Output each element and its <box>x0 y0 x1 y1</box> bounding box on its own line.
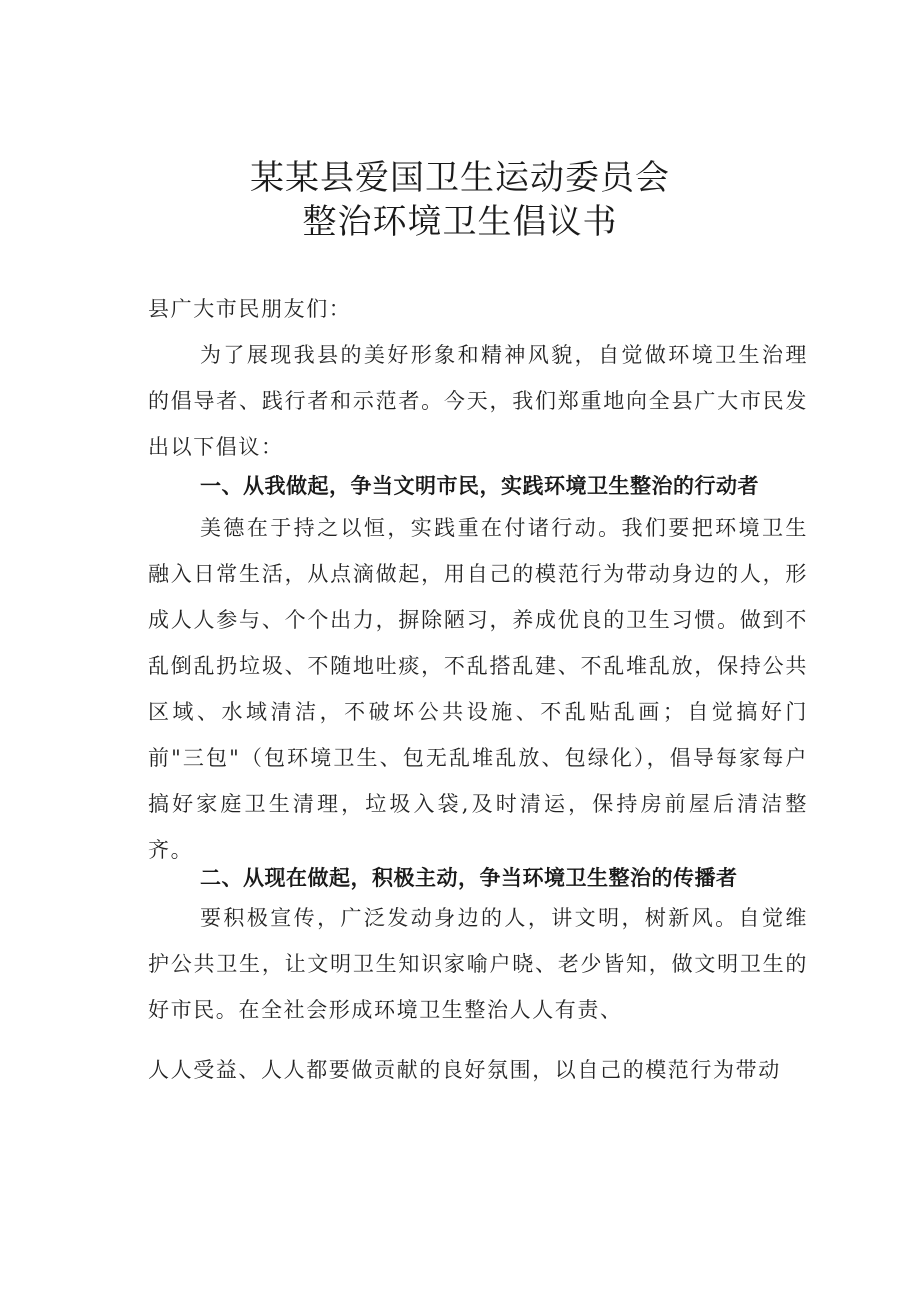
greeting: 县广大市民朋友们： <box>148 297 352 321</box>
section-1-body: 美德在于持之以恒，实践重在付诸行动。我们要把环境卫生融入日常生活，从点滴做起，用自己的模范行为带动身边的人，形成人人参与、个个出力，摒除陋习，养成优良的卫生习惯。做到不乱倒乱扔垃圾、不随地吐痰，不乱搭乱建、不乱堆乱放，保持公共区域、水域清洁，不破坏公共设施、不乱贴乱画；自觉搞好门前"三包"（包环境卫生、包无乱堆乱放、包绿化），倡导每家每户搞好家庭卫生清理，垃圾入袋,及时清运，保持房前屋后清洁整齐。 <box>148 516 808 862</box>
section-1-heading: 一、从我做起，争当文明市民，实践环境卫生整治的行动者 <box>200 474 759 498</box>
document-title-line-2: 整治环境卫生倡议书 <box>302 202 618 242</box>
intro-paragraph: 为了展现我县的美好形象和精神风貌，自觉做环境卫生治理的倡导者、践行者和示范者。今天，我们郑重地向全县广大市民发出以下倡议： <box>148 343 808 459</box>
section-2-body: 要积极宣传，广泛发动身边的人，讲文明，树新风。自觉维护公共卫生，让文明卫生知识家喻户晓、老少皆知，做文明卫生的好市民。在全社会形成环境卫生整治人人有责、 <box>148 906 808 1022</box>
continuation-line: 人人受益、人人都要做贡献的良好氛围，以自己的模范行为带动 <box>148 1058 781 1082</box>
section-2-heading: 二、从现在做起，积极主动，争当环境卫生整治的传播者 <box>200 866 738 890</box>
document-title-line-1: 某某县爱国卫生运动委员会 <box>250 158 670 198</box>
